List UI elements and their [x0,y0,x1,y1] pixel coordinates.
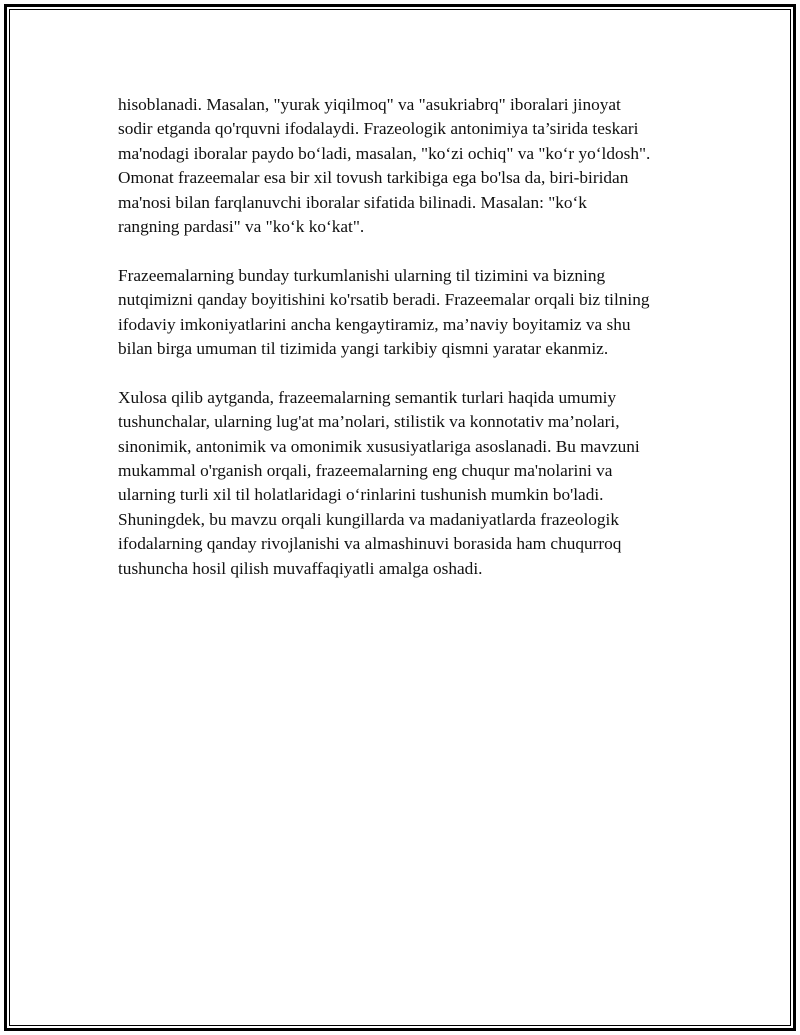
text-line: bilan birga umuman til tizimida yangi tarkibiy qismni yaratar ekanmiz. [118,339,609,359]
text-line: hisoblanadi. Masalan, "yurak yiqilmoq" va "asukriabrq" iboralari jinoyat [118,95,621,114]
text-line: nutqimizni qanday boyitishini ko'rsatib beradi. Frazeemalar orqali biz tilning [118,290,650,310]
text-line: Omonat frazeemalar esa bir xil tovush tarkibiga ega bo'lsa da, biri-biridan [118,168,629,188]
text-line: Frazeemalarning bunday turkumlanishi ularning til tizimini va bizning [118,265,606,285]
paragraph-2 [118,264,703,362]
text-line: rangning pardasi" va "ko‘k ko‘kat". [118,217,365,237]
text-line: Xulosa qilib aytganda, frazeemalarning semantik turlari haqida umumiy [118,387,617,407]
text-line: ifodaviy imkoniyatlarini ancha kengaytiramiz, ma’naviy boyitamiz va shu [118,314,631,334]
text-line: tushuncha hosil qilish muvaffaqiyatli amalga oshadi. [118,558,483,578]
text-line: mukammal o'rganish orqali, frazeemalarning eng chuqur ma'nolarini va [118,461,613,481]
text-line: tushunchalar, ularning lug'at ma’nolari, stilistik va konnotativ ma’nolari, [118,412,620,432]
paragraph-3 [118,386,703,581]
document-body [118,93,703,605]
text-line: ma'nodagi iboralar paydo bo‘ladi, masalan, "ko‘zi ochiq" va "ko‘r yo‘ldosh". [118,143,651,163]
text-line: Shuningdek, bu mavzu orqali kungillarda va madaniyatlarda frazeologik [118,509,619,529]
text-line: ma'nosi bilan farqlanuvchi iboralar sifatida bilinadi. Masalan: "ko‘k [118,192,587,212]
paragraph-1 [118,93,703,239]
text-line: ifodalarning qanday rivojlanishi va almashinuvi borasida ham chuqurroq [118,534,622,554]
text-line: sinonimik, antonimik va omonimik xususiyatlariga asoslanadi. Bu mavzuni [118,436,640,456]
text-line: sodir etganda qo'rquvni ifodalaydi. Frazeologik antonimiya ta’sirida teskari [118,119,639,139]
text-line: ularning turli xil til holatlaridagi o‘rinlarini tushunish mumkin bo'ladi. [118,485,604,505]
